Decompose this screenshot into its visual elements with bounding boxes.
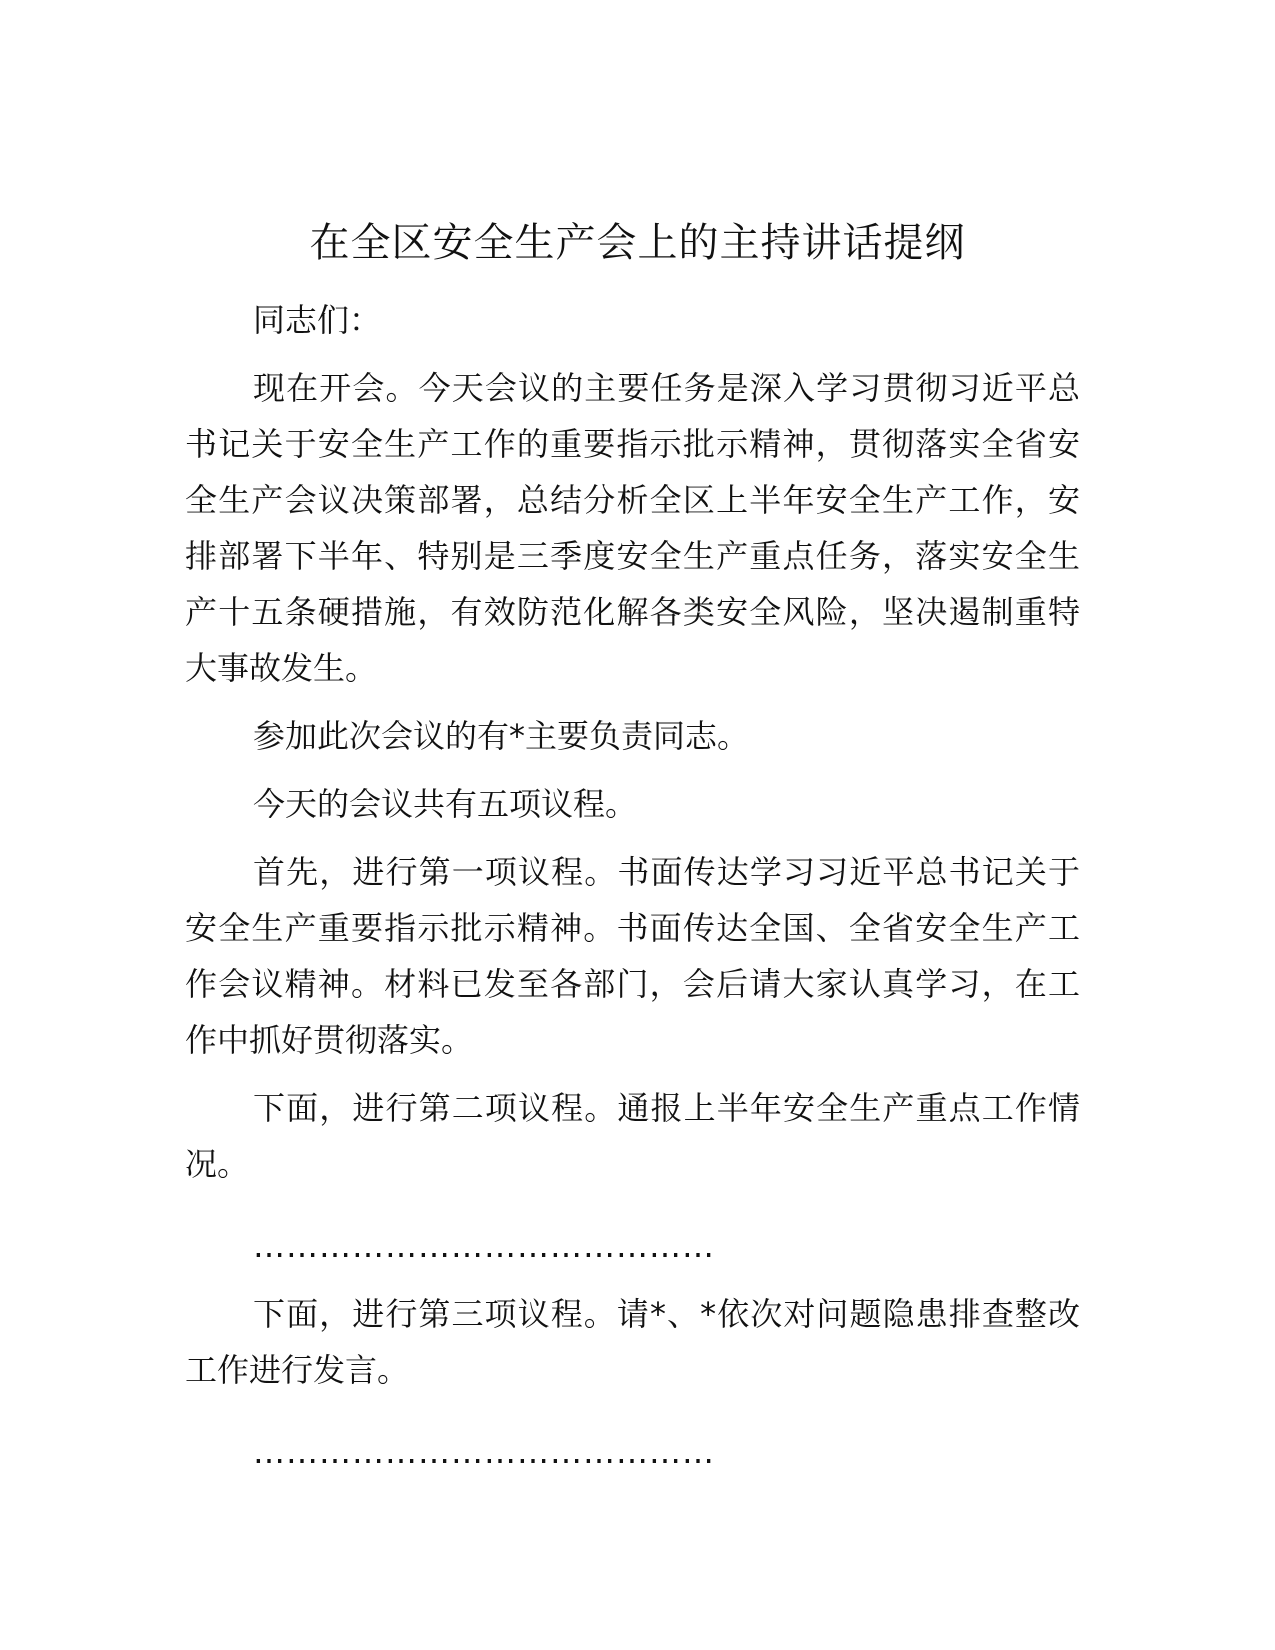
document-body: [185, 292, 1080, 1492]
paragraph-opening: 现在开会。今天会议的主要任务是深入学习贯彻习近平总书记关于安全生产工作的重要指示批示精神，贯彻落实全省安全生产会议决策部署，总结分析全区上半年安全生产工作，安排部署下半年、特别是三季度安全生产重点任务，落实安全生产十五条硬措施，有效防范化解各类安全风险，坚决遏制重特大事故发生。: [185, 369, 1080, 687]
ellipsis-divider-2: ……………………………………: [253, 1433, 715, 1471]
paragraph-agenda-1: 首先，进行第一项议程。书面传达学习习近平总书记关于安全生产重要指示批示精神。书面传达全国、全省安全生产工作会议精神。材料已发至各部门，会后请大家认真学习，在工作中抓好贯彻落实。: [185, 853, 1080, 1059]
document-title: 在全区安全生产会上的主持讲话提纲: [309, 220, 966, 266]
paragraph-attendees: 参加此次会议的有*主要负责同志。: [253, 717, 750, 755]
ellipsis-divider-1: ……………………………………: [253, 1227, 715, 1265]
salutation: 同志们：: [253, 301, 382, 339]
paragraph-agenda-3: 下面，进行第三项议程。请*、*依次对问题隐患排查整改工作进行发言。: [185, 1295, 1080, 1389]
paragraph-agenda-count: 今天的会议共有五项议程。: [253, 785, 638, 823]
paragraph-agenda-2: 下面，进行第二项议程。通报上半年安全生产重点工作情况。: [185, 1089, 1080, 1183]
